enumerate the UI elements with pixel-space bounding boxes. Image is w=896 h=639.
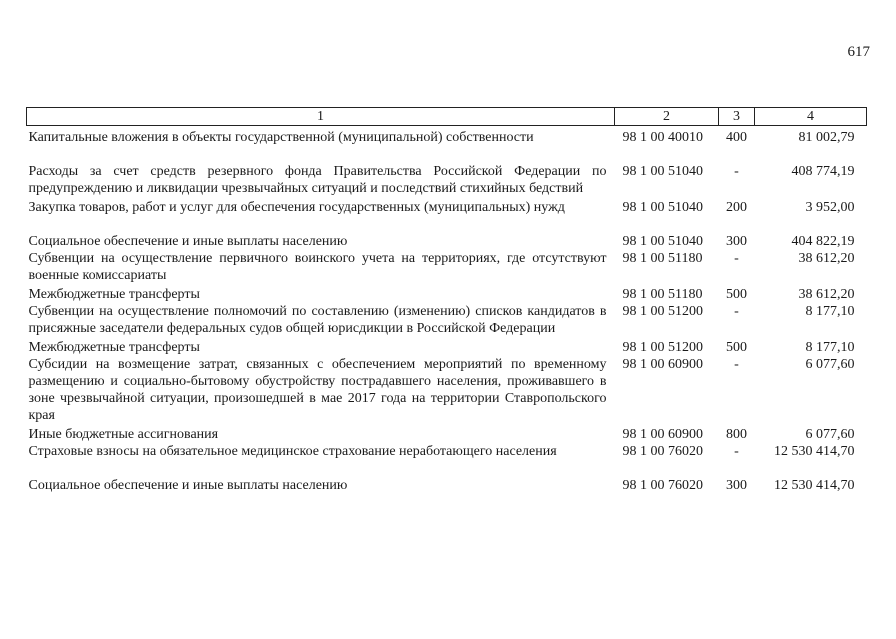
header-col-1: 1 — [27, 108, 615, 126]
row-amount: 38 612,20 — [798, 251, 855, 266]
row-name: Социальное обеспечение и иные выплаты населению — [28, 478, 348, 493]
row-code: 98 1 00 76020 — [622, 478, 703, 493]
row-code: 98 1 00 51200 — [622, 304, 703, 319]
row-name: Социальное обеспечение и иные выплаты населению — [28, 234, 348, 249]
page-number: 617 — [847, 44, 870, 60]
row-name: Иные бюджетные ассигнования — [28, 427, 219, 442]
table-row — [27, 426, 867, 443]
row-name: Межбюджетные трансферты — [28, 287, 200, 302]
row-name: Межбюджетные трансферты — [28, 340, 200, 355]
row-code: 98 1 00 40010 — [622, 130, 703, 145]
header-col-3: 3 — [719, 108, 755, 126]
row-type: 300 — [726, 234, 747, 249]
row-type: 200 — [726, 200, 747, 215]
row-amount: 6 077,60 — [805, 427, 855, 442]
row-type: 500 — [726, 340, 747, 355]
row-code: 98 1 00 60900 — [622, 427, 703, 442]
row-name: Закупка товаров, работ и услуг для обеспечения государственных (муниципальных) нужд — [28, 200, 565, 215]
table-row — [27, 126, 867, 164]
table-body — [27, 126, 867, 495]
row-code: 98 1 00 51200 — [622, 340, 703, 355]
row-amount: 404 822,19 — [791, 234, 855, 249]
row-amount: 38 612,20 — [798, 287, 855, 302]
budget-table — [26, 107, 867, 494]
row-name: Страховые взносы на обязательное медицинское страхование неработающего населения — [28, 444, 557, 459]
row-code: 98 1 00 51180 — [622, 251, 703, 266]
table-row — [27, 443, 867, 477]
row-code: 98 1 00 51040 — [622, 234, 703, 249]
row-amount: 81 002,79 — [798, 130, 855, 145]
row-amount: 12 530 414,70 — [774, 478, 855, 493]
table-row — [27, 303, 867, 339]
table-row — [27, 339, 867, 356]
row-code: 98 1 00 51040 — [622, 164, 703, 179]
header-row — [27, 108, 867, 126]
row-type: - — [734, 357, 739, 372]
row-code: 98 1 00 51180 — [622, 287, 703, 302]
row-type: - — [734, 444, 739, 459]
table-row — [27, 199, 867, 233]
row-type: 500 — [726, 287, 747, 302]
row-amount: 12 530 414,70 — [774, 444, 855, 459]
row-name: Расходы за счет средств резервного фонда Правительства Российской Федерации по предупреждению и ликвидации чрезвычайных ситуаций и последствий стихийных бедствий — [28, 164, 607, 196]
row-name: Капитальные вложения в объекты государственной (муниципальной) собственности — [28, 130, 534, 145]
row-type: - — [734, 304, 739, 319]
row-name: Субсидии на возмещение затрат, связанных с обеспечением мероприятий по временному размещению и социально-бытовому обустройству пострадавшего населения, проживавшего в зоне чрезвычайной ситуации, произошедшей в мае 2017 года на территории Ставропольского края — [28, 357, 607, 423]
row-amount: 408 774,19 — [791, 164, 855, 179]
row-name: Субвенции на осуществление полномочий по составлению (изменению) списков кандидатов в присяжные заседатели федеральных судов общей юрисдикции в Российской Федерации — [28, 304, 607, 336]
table-row — [27, 286, 867, 303]
row-name: Субвенции на осуществление первичного воинского учета на территориях, где отсутствуют военные комиссариаты — [28, 251, 607, 283]
row-code: 98 1 00 76020 — [622, 444, 703, 459]
table-row — [27, 356, 867, 426]
row-amount: 8 177,10 — [805, 340, 855, 355]
row-type: 400 — [726, 130, 747, 145]
row-code: 98 1 00 51040 — [622, 200, 703, 215]
row-type: 300 — [726, 478, 747, 493]
row-amount: 8 177,10 — [805, 304, 855, 319]
header-col-2: 2 — [615, 108, 719, 126]
row-amount: 3 952,00 — [805, 200, 855, 215]
table-row — [27, 233, 867, 250]
row-type: 800 — [726, 427, 747, 442]
row-type: - — [734, 251, 739, 266]
table-header — [27, 108, 867, 126]
table-row — [27, 250, 867, 286]
row-type: - — [734, 164, 739, 179]
header-col-4: 4 — [755, 108, 867, 126]
table-row — [27, 477, 867, 494]
table-row — [27, 163, 867, 199]
row-amount: 6 077,60 — [805, 357, 855, 372]
row-code: 98 1 00 60900 — [622, 357, 703, 372]
